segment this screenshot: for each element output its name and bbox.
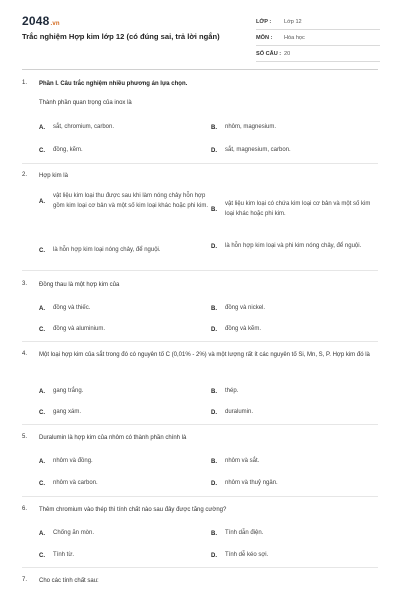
option-text: Tính từ. <box>53 552 75 558</box>
option-text: là hỗn hợp kim loại và phi kim nóng chảy, để nguội. <box>225 243 362 249</box>
option-text: Tính dẫn điện. <box>225 530 264 536</box>
option-a[interactable] <box>39 387 199 397</box>
option-c[interactable] <box>39 408 199 418</box>
meta-row-count <box>256 46 380 62</box>
option-a[interactable] <box>39 457 199 467</box>
option-text: nhôm và carbon. <box>53 480 98 486</box>
meta-row-class <box>256 14 380 30</box>
question-text: Hợp kim là <box>39 173 68 179</box>
option-c[interactable] <box>39 146 199 156</box>
option-text: nhôm và thuỷ ngân. <box>225 480 278 486</box>
option-text: Chống ăn mòn. <box>53 530 95 536</box>
meta-value: Lớp 12 <box>284 18 302 25</box>
meta-table <box>256 14 380 62</box>
question-divider <box>22 341 378 342</box>
option-label: A. <box>39 198 45 205</box>
option-text: đồng và aluminium. <box>53 326 106 332</box>
option-label: D. <box>211 147 217 154</box>
option-d[interactable] <box>211 242 381 252</box>
question-divider <box>22 424 378 425</box>
option-b[interactable] <box>211 123 379 133</box>
question-text: Cho các tính chất sau: <box>39 578 99 584</box>
question-number: 7. <box>22 577 28 583</box>
option-label: A. <box>39 388 45 395</box>
question-number: 6. <box>22 506 28 512</box>
question-text: Duralumin là hợp kim của nhôm có thành phần chính là <box>39 435 187 441</box>
option-label: C. <box>39 147 45 154</box>
option-text: duralumin. <box>225 409 254 415</box>
option-text: gang xám. <box>53 409 82 415</box>
question-number: 2. <box>22 172 28 178</box>
meta-value: Hóa học <box>284 34 305 41</box>
option-text: gang trắng. <box>53 388 84 394</box>
question-divider <box>22 567 378 568</box>
option-a[interactable] <box>39 192 209 211</box>
question-number: 1. <box>22 80 28 86</box>
option-text: nhôm, magnesium. <box>225 124 277 130</box>
question-text: Đồng thau là một hợp kim của <box>39 282 120 288</box>
option-label: C. <box>39 409 45 416</box>
option-text: đồng và nickel. <box>225 305 266 311</box>
question-text: Một loại hợp kim của sắt trong đó có nguyên tố C (0,01% - 2%) và một lượng rất ít các nguyên tố Si, Mn, S, P. Hợp kim đó là <box>39 352 370 358</box>
option-label: B. <box>211 206 217 213</box>
option-a[interactable] <box>39 304 199 314</box>
option-text: sắt, chromium, carbon. <box>53 124 115 130</box>
option-label: B. <box>211 388 217 395</box>
option-label: A. <box>39 458 45 465</box>
option-label: C. <box>39 480 45 487</box>
option-text: vật liệu kim loại có chứa kim loại cơ bản và một số kim loại khác hoặc phi kim. <box>225 201 371 217</box>
option-label: B. <box>211 305 217 312</box>
option-b[interactable] <box>211 200 381 219</box>
option-text: sắt, magnesium, carbon. <box>225 147 291 153</box>
option-b[interactable] <box>211 529 379 539</box>
option-b[interactable] <box>211 304 379 314</box>
option-label: C. <box>39 247 45 254</box>
meta-row-subject <box>256 30 380 46</box>
logo-suffix: .vn <box>50 21 60 27</box>
option-d[interactable] <box>211 479 379 489</box>
option-text: là hỗn hợp kim loại nóng chảy, để nguội. <box>53 247 161 253</box>
meta-key: LỚP : <box>256 18 272 25</box>
option-c[interactable] <box>39 325 199 335</box>
site-logo[interactable] <box>22 14 60 28</box>
option-label: A. <box>39 124 45 131</box>
page-header <box>0 0 400 72</box>
option-d[interactable] <box>211 325 379 335</box>
option-label: B. <box>211 124 217 131</box>
logo-text: 2048 <box>22 14 50 28</box>
option-b[interactable] <box>211 457 379 467</box>
option-d[interactable] <box>211 408 379 418</box>
option-label: D. <box>211 552 217 559</box>
option-text: nhôm và đồng. <box>53 458 93 464</box>
question-divider <box>22 496 378 497</box>
question-number: 4. <box>22 351 28 357</box>
section-heading: Phần I. Câu trắc nghiệm nhiều phương án lựa chọn. <box>39 81 188 87</box>
header-divider <box>22 69 378 70</box>
option-label: B. <box>211 458 217 465</box>
option-text: đồng, kẽm. <box>53 147 83 153</box>
meta-key: MÔN : <box>256 34 273 41</box>
option-b[interactable] <box>211 387 379 397</box>
meta-value: 20 <box>284 50 291 57</box>
option-a[interactable] <box>39 529 199 539</box>
option-text: thép. <box>225 388 239 394</box>
option-label: D. <box>211 480 217 487</box>
page-title: Trắc nghiệm Hợp kim lớp 12 (có đúng sai, trả lời ngắn) <box>22 32 220 41</box>
question-text: Thành phần quan trọng của inox là <box>39 100 132 106</box>
meta-key: SỐ CÂU : <box>256 50 282 57</box>
question-divider <box>22 270 378 271</box>
question-number: 5. <box>22 434 28 440</box>
option-c[interactable] <box>39 479 199 489</box>
option-d[interactable] <box>211 551 379 561</box>
question-divider <box>22 163 378 164</box>
question-number: 3. <box>22 281 28 287</box>
option-label: D. <box>211 243 217 250</box>
option-c[interactable] <box>39 551 199 561</box>
option-label: D. <box>211 326 217 333</box>
option-text: nhôm và sắt. <box>225 458 260 464</box>
option-a[interactable] <box>39 123 199 133</box>
option-text: đồng và thiếc. <box>53 305 91 311</box>
option-label: A. <box>39 305 45 312</box>
option-d[interactable] <box>211 146 379 156</box>
option-label: C. <box>39 552 45 559</box>
question-text: Thêm chromium vào thép thì tính chất nào sau đây được tăng cường? <box>39 507 227 513</box>
option-c[interactable] <box>39 246 209 256</box>
option-text: đồng và kẽm. <box>225 326 262 332</box>
option-label: A. <box>39 530 45 537</box>
option-label: B. <box>211 530 217 537</box>
option-text: Tính dễ kéo sợi. <box>225 552 269 558</box>
option-text: vật liệu kim loại thu được sau khi làm nóng chảy hỗn hợp gồm kim loại cơ bản và một số kim loại khác hoặc phi kim. <box>53 193 208 209</box>
option-label: D. <box>211 409 217 416</box>
option-label: C. <box>39 326 45 333</box>
